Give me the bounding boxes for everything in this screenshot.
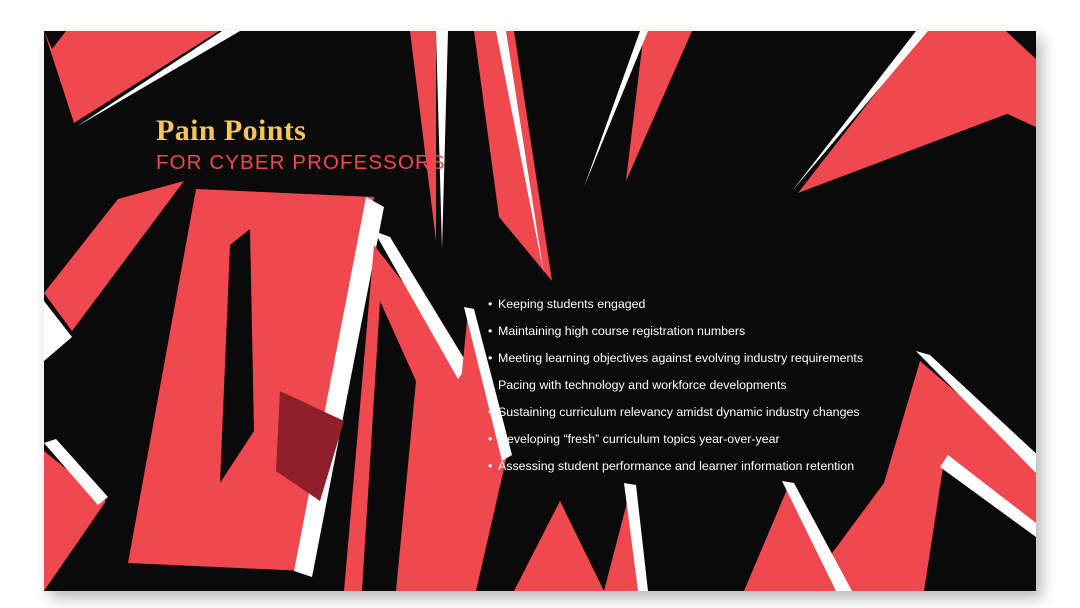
bullet-point-icon: • [488,324,493,339]
list-item [488,323,1008,340]
list-item [488,458,1008,475]
bullet-point-icon: • [488,297,493,311]
list-item [488,350,1008,367]
list-item [488,431,1008,448]
page-subtitle: FOR CYBER PROFESSORS [156,150,446,174]
list-item [488,296,1008,313]
list-item-label: Pacing with technology and workforce developments [498,378,787,393]
list-item-label: Assessing student performance and learner information retention [498,459,855,474]
bullet-list [488,296,1008,485]
slide-title-block [156,115,576,174]
list-item-label: Sustaining curriculum relevancy amidst dynamic industry changes [498,405,860,420]
list-item [488,377,1008,394]
presentation-slide [44,31,1036,591]
bullet-point-icon: • [488,459,493,474]
bullet-point-icon: • [488,351,493,366]
list-item-label: Developing “fresh” curriculum topics year-over-year [498,432,780,447]
bullet-point-icon: • [488,432,493,447]
list-item [488,404,1008,421]
list-item-label: Maintaining high course registration numbers [498,324,746,339]
bullet-point-icon: • [488,405,493,420]
bullet-point-icon: • [488,378,493,393]
page-title: Pain Points [156,114,307,147]
list-item-label: Keeping students engaged [498,297,646,311]
list-item-label: Meeting learning objectives against evolving industry requirements [498,351,864,366]
